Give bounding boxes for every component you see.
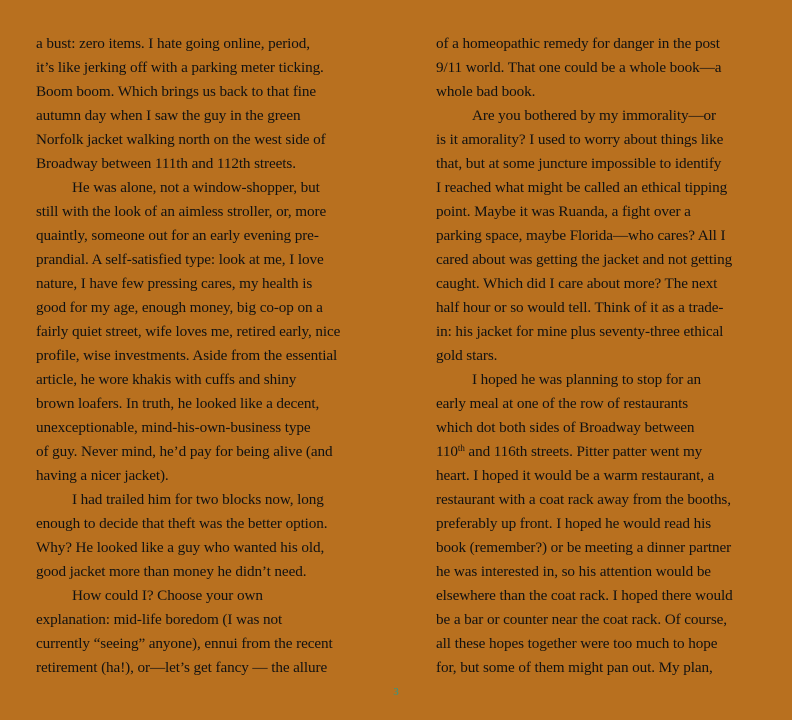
text-line <box>36 464 366 488</box>
text-line-main: I had trailed him for two blocks now, long <box>72 491 324 508</box>
text-line-main: of guy. Never mind, he’d pay for being alive (and <box>36 443 333 460</box>
text-line-main: good jacket more than money he didn’t need. <box>36 563 307 580</box>
text-line <box>436 584 766 608</box>
text-line <box>36 272 366 296</box>
text-line-main: explanation: mid-life boredom (I was not <box>36 611 283 628</box>
text-line <box>436 320 766 344</box>
text-line-main: I hoped he was planning to stop for an <box>472 371 702 388</box>
text-line <box>436 128 766 152</box>
text-line-main: 110 <box>436 443 458 460</box>
text-line-main: elsewhere than the coat rack. I hoped there would <box>436 587 733 604</box>
text-line-main: a bust: zero items. I hate going online, period, <box>36 35 310 52</box>
text-line-main: enough to decide that theft was the better option. <box>36 515 328 532</box>
text-line <box>436 56 766 80</box>
text-line-main: whole bad book. <box>436 83 536 100</box>
text-line <box>436 416 766 440</box>
text-line <box>36 512 366 536</box>
text-line <box>36 152 366 176</box>
text-line <box>36 248 366 272</box>
text-line-main: of a homeopathic remedy for danger in the post <box>436 35 720 52</box>
text-line <box>436 608 766 632</box>
text-line-main: be a bar or counter near the coat rack. Of course, <box>436 611 728 628</box>
text-line-main: heart. I hoped it would be a warm restaurant, a <box>436 467 715 484</box>
text-line-main: caught. Which did I care about more? The next <box>436 275 718 292</box>
text-line <box>36 584 366 608</box>
text-line-main: 9/11 world. That one could be a whole book—a <box>436 59 722 76</box>
text-line-main: prandial. A self-satisfied type: look at me, I love <box>36 251 324 268</box>
text-line-main: good for my age, enough money, big co-op on a <box>36 299 323 316</box>
text-line <box>36 392 366 416</box>
text-line <box>36 536 366 560</box>
text-line <box>436 560 766 584</box>
text-line <box>436 224 766 248</box>
text-line <box>436 632 766 656</box>
text-line-main: preferably up front. I hoped he would read his <box>436 515 712 532</box>
text-line <box>36 368 366 392</box>
text-line <box>36 656 366 680</box>
text-line <box>436 536 766 560</box>
text-line <box>36 344 366 368</box>
text-line-main: currently “seeing” anyone), ennui from the recent <box>36 635 333 652</box>
text-line-continuation: and 116th streets. Pitter patter went my <box>464 443 703 460</box>
text-line-main: for, but some of them might pan out. My plan, <box>436 659 713 676</box>
text-line-main: How could I? Choose your own <box>72 587 263 604</box>
text-line-main: Broadway between 111th and 112th streets. <box>36 155 296 172</box>
text-line-main: Boom boom. Which brings us back to that fine <box>36 83 317 100</box>
text-line-main: nature, I have few pressing cares, my health is <box>36 275 313 292</box>
text-line <box>436 488 766 512</box>
text-line <box>436 104 766 128</box>
text-line-main: Why? He looked like a guy who wanted his old, <box>36 539 325 556</box>
text-line <box>36 128 366 152</box>
text-line-main: I reached what might be called an ethical tipping <box>436 179 728 196</box>
text-line <box>436 80 766 104</box>
text-line-main: book (remember?) or be meeting a dinner partner <box>436 539 732 556</box>
text-line-main: is it amorality? I used to worry about things like <box>436 131 724 148</box>
text-line <box>36 296 366 320</box>
text-line <box>36 488 366 512</box>
text-line-main: profile, wise investments. Aside from the essential <box>36 347 338 364</box>
text-line <box>36 632 366 656</box>
text-line-main: he was interested in, so his attention would be <box>436 563 711 580</box>
text-line <box>436 656 766 680</box>
text-line-main: point. Maybe it was Ruanda, a fight over a <box>436 203 691 220</box>
text-line <box>436 32 766 56</box>
text-line-main: Are you bothered by my immorality—or <box>472 107 716 124</box>
text-line-main: Norfolk jacket walking north on the west side of <box>36 131 326 148</box>
text-line-main: autumn day when I saw the guy in the green <box>36 107 301 124</box>
text-line <box>436 344 766 368</box>
text-line-main: gold stars. <box>436 347 498 364</box>
text-line <box>436 248 766 272</box>
text-line-main: parking space, maybe Florida—who cares? All I <box>436 227 726 244</box>
text-line-main: it’s like jerking off with a parking meter ticking. <box>36 59 324 76</box>
text-line <box>436 200 766 224</box>
text-line <box>436 464 766 488</box>
text-line <box>36 416 366 440</box>
text-line-main: article, he wore khakis with cuffs and shiny <box>36 371 297 388</box>
text-line <box>36 608 366 632</box>
text-line-main: which dot both sides of Broadway between <box>436 419 695 436</box>
text-line-main: having a nicer jacket). <box>36 467 169 484</box>
text-line-main: unexceptionable, mind-his-own-business type <box>36 419 311 436</box>
text-line-main: retirement (ha!), or—let’s get fancy — the allure <box>36 659 328 676</box>
text-line <box>36 560 366 584</box>
page-number: 3 <box>393 686 399 698</box>
text-line <box>36 440 366 464</box>
text-line-main: restaurant with a coat rack away from the booths, <box>436 491 731 508</box>
text-line-main: quaintly, someone out for an early evening pre- <box>36 227 319 244</box>
text-line <box>36 104 366 128</box>
superscript: th <box>457 443 465 453</box>
right-column <box>436 32 766 680</box>
text-line-main: in: his jacket for mine plus seventy-three ethical <box>436 323 724 340</box>
text-line <box>36 200 366 224</box>
text-line <box>436 368 766 392</box>
text-line-main: still with the look of an aimless stroller, or, more <box>36 203 327 220</box>
text-line <box>36 32 366 56</box>
text-line <box>436 512 766 536</box>
text-line-main: brown loafers. In truth, he looked like a decent, <box>36 395 320 412</box>
text-line <box>36 320 366 344</box>
text-line <box>436 176 766 200</box>
text-line-main: cared about was getting the jacket and not getting <box>436 251 733 268</box>
text-line <box>36 80 366 104</box>
text-line <box>36 176 366 200</box>
text-line <box>436 152 766 176</box>
text-line-main: fairly quiet street, wife loves me, retired early, nice <box>36 323 341 340</box>
text-line-main: He was alone, not a window-shopper, but <box>72 179 320 196</box>
text-line-main: all these hopes together were too much to hope <box>436 635 718 652</box>
text-line <box>436 392 766 416</box>
text-line-main: that, but at some juncture impossible to identify <box>436 155 722 172</box>
text-line-main: half hour or so would tell. Think of it as a trade- <box>436 299 724 316</box>
text-line <box>436 296 766 320</box>
left-column <box>36 32 366 680</box>
text-line <box>36 224 366 248</box>
text-line <box>36 56 366 80</box>
text-line-main: early meal at one of the row of restaurants <box>436 395 689 412</box>
text-line <box>436 272 766 296</box>
text-line <box>436 440 766 464</box>
